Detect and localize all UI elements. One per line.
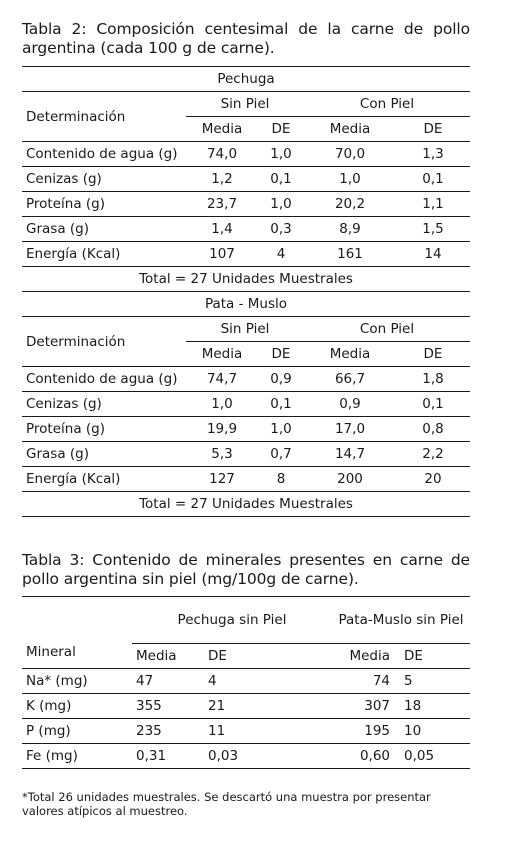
table-row [22, 367, 470, 392]
sin-piel-header: Sin Piel [186, 92, 304, 117]
total-row [22, 267, 470, 292]
cell-value: 1,0 [258, 142, 304, 167]
de-header: DE [396, 342, 470, 367]
cell-value: 0,9 [258, 367, 304, 392]
de-header: DE [258, 117, 304, 142]
table-row [22, 669, 470, 694]
footnote: *Total 26 unidades muestrales. Se descartó una muestra por presentar valores atípicos al muestreo. [22, 790, 431, 818]
cell-value: 0,3 [258, 217, 304, 242]
con-piel-header: Con Piel [304, 317, 470, 342]
composition-table [22, 66, 470, 517]
pechuga-header: Pechuga sin Piel [132, 597, 332, 644]
cell-value: 0,60 [332, 744, 400, 769]
cell-value: 0,1 [396, 392, 470, 417]
media-header: Media [186, 117, 258, 142]
cell-value: 0,9 [304, 392, 396, 417]
de-header: DE [396, 117, 470, 142]
total-label: Total = 27 Unidades Muestrales [22, 267, 470, 292]
row-label: Proteína (g) [22, 192, 186, 217]
cell-value: 0,1 [258, 392, 304, 417]
con-piel-header: Con Piel [304, 92, 470, 117]
cell-value: 66,7 [304, 367, 396, 392]
determination-header: Determinación [22, 92, 186, 142]
de-header: DE [204, 644, 332, 669]
determination-header: Determinación [22, 317, 186, 367]
cell-value: 1,2 [186, 167, 258, 192]
table2-caption: Tabla 2: Composición centesimal de la carne de pollo argentina (cada 100 g de carne). [22, 20, 470, 57]
cell-value: 195 [332, 719, 400, 744]
group-header-row [22, 92, 470, 117]
cell-value: 18 [400, 694, 470, 719]
table-row [22, 719, 470, 744]
cell-value: 23,7 [186, 192, 258, 217]
table-row [22, 217, 470, 242]
cell-value: 0,31 [132, 744, 204, 769]
cell-value: 4 [204, 669, 332, 694]
row-label: Grasa (g) [22, 217, 186, 242]
media-header: Media [332, 644, 400, 669]
cell-value: 0,8 [396, 417, 470, 442]
cell-value: 70,0 [304, 142, 396, 167]
media-header: Media [304, 117, 396, 142]
cell-value: 1,3 [396, 142, 470, 167]
section-title-row [22, 292, 470, 317]
cell-value: 1,8 [396, 367, 470, 392]
sin-piel-header: Sin Piel [186, 317, 304, 342]
row-label: Contenido de agua (g) [22, 142, 186, 167]
media-header: Media [304, 342, 396, 367]
cell-value: 5 [400, 669, 470, 694]
cell-value: 74,7 [186, 367, 258, 392]
table-row [22, 142, 470, 167]
cell-value: 4 [258, 242, 304, 267]
cell-value: 19,9 [186, 417, 258, 442]
row-label: Energía (Kcal) [22, 242, 186, 267]
row-label: Cenizas (g) [22, 392, 186, 417]
cell-value: 355 [132, 694, 204, 719]
cell-value: 200 [304, 467, 396, 492]
cell-value: 10 [400, 719, 470, 744]
group-header-row [22, 597, 470, 644]
table-row [22, 242, 470, 267]
cell-value: 0,7 [258, 442, 304, 467]
row-label: Na* (mg) [22, 669, 132, 694]
row-label: Grasa (g) [22, 442, 186, 467]
media-header: Media [132, 644, 204, 669]
cell-value: 74,0 [186, 142, 258, 167]
cell-value: 8,9 [304, 217, 396, 242]
cell-value: 14,7 [304, 442, 396, 467]
cell-value: 0,1 [258, 167, 304, 192]
cell-value: 0,1 [396, 167, 470, 192]
cell-value: 8 [258, 467, 304, 492]
cell-value: 0,05 [400, 744, 470, 769]
de-header: DE [400, 644, 470, 669]
table-row [22, 167, 470, 192]
de-header: DE [258, 342, 304, 367]
cell-value: 2,2 [396, 442, 470, 467]
cell-value: 107 [186, 242, 258, 267]
cell-value: 161 [304, 242, 396, 267]
cell-value: 1,0 [304, 167, 396, 192]
cell-value: 1,5 [396, 217, 470, 242]
cell-value: 1,0 [258, 192, 304, 217]
table-row [22, 192, 470, 217]
row-label: Fe (mg) [22, 744, 132, 769]
row-label: P (mg) [22, 719, 132, 744]
table-row [22, 442, 470, 467]
cell-value: 1,1 [396, 192, 470, 217]
cell-value: 1,0 [258, 417, 304, 442]
total-label: Total = 27 Unidades Muestrales [22, 492, 470, 517]
cell-value: 17,0 [304, 417, 396, 442]
cell-value: 307 [332, 694, 400, 719]
cell-value: 5,3 [186, 442, 258, 467]
cell-value: 14 [396, 242, 470, 267]
cell-value: 21 [204, 694, 332, 719]
row-label: Cenizas (g) [22, 167, 186, 192]
pata-muslo-header: Pata-Muslo sin Piel [332, 597, 470, 644]
cell-value: 47 [132, 669, 204, 694]
cell-value: 20,2 [304, 192, 396, 217]
row-label: Proteína (g) [22, 417, 186, 442]
table-row [22, 694, 470, 719]
group-header-row [22, 317, 470, 342]
table-row [22, 417, 470, 442]
mineral-header: Mineral [22, 597, 132, 669]
cell-value: 1,4 [186, 217, 258, 242]
section-title-row [22, 67, 470, 92]
table3-caption: Tabla 3: Contenido de minerales presentes en carne de pollo argentina sin piel (mg/100g de carne). [22, 551, 470, 588]
minerals-table [22, 596, 470, 769]
row-label: Contenido de agua (g) [22, 367, 186, 392]
cell-value: 74 [332, 669, 400, 694]
cell-value: 20 [396, 467, 470, 492]
media-header: Media [186, 342, 258, 367]
table-row [22, 392, 470, 417]
table-row [22, 467, 470, 492]
cell-value: 235 [132, 719, 204, 744]
section-title: Pata - Muslo [204, 296, 288, 312]
cell-value: 0,03 [204, 744, 332, 769]
cell-value: 127 [186, 467, 258, 492]
cell-value: 11 [204, 719, 332, 744]
row-label: Energía (Kcal) [22, 467, 186, 492]
total-row [22, 492, 470, 517]
section-title: Pechuga [22, 67, 470, 92]
cell-value: 1,0 [186, 392, 258, 417]
row-label: K (mg) [22, 694, 132, 719]
table-row [22, 744, 470, 769]
